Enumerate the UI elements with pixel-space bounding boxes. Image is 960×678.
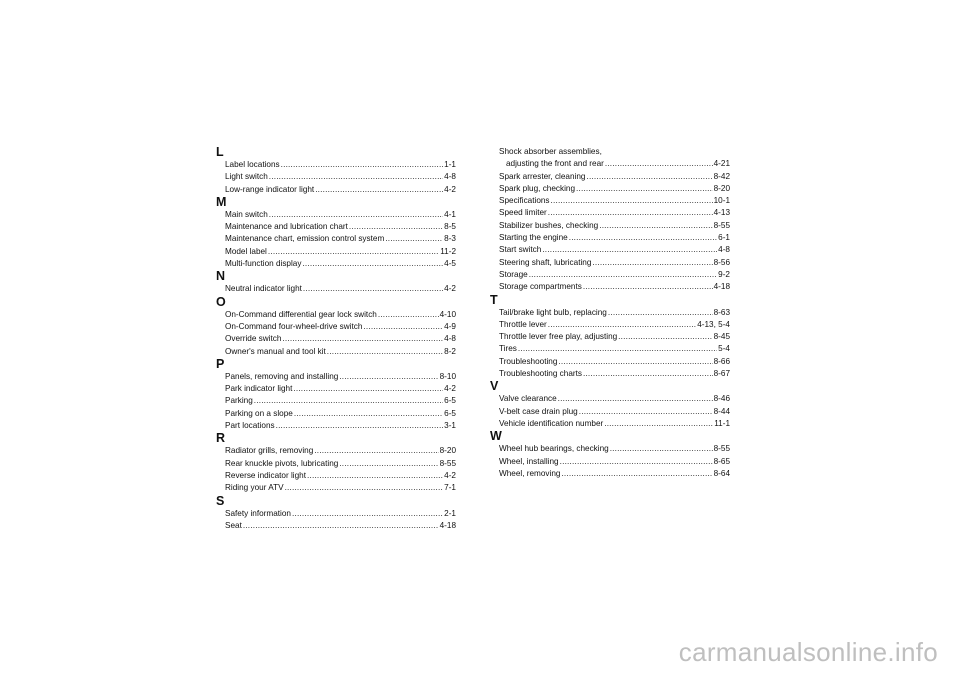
dot-leader [282,333,443,345]
index-entry[interactable] [218,333,456,345]
index-entry-page: 7-1 [444,483,456,493]
dot-leader [583,281,713,293]
index-entry-text: Speed limiter [499,208,547,218]
dot-leader [363,321,443,333]
index-entry-page: 4-9 [444,321,456,331]
index-entry[interactable] [218,482,456,494]
dot-leader [302,258,443,270]
index-entry-page: 8-46 [713,394,730,404]
index-entry-text: V-belt case drain plug [499,406,578,416]
index-entry-text: Parking on a slope [225,408,293,418]
index-entry[interactable] [492,319,730,331]
index-letter-w: W [490,429,502,444]
index-entry-text: Steering shaft, lubricating [499,257,592,267]
index-entry-text: On-Command four-wheel-drive switch [225,321,363,331]
index-entry-text: Specifications [499,196,550,206]
index-entry-text: Radiator grills, removing [225,446,314,456]
index-entry-page: 8-55 [713,220,730,230]
index-entry[interactable] [218,520,456,532]
index-entry[interactable] [218,445,456,457]
index-entry[interactable] [492,244,730,256]
index-entry-text: Storage compartments [499,282,582,292]
index-entry-page: 8-44 [713,406,730,416]
index-entry[interactable] [492,146,730,158]
index-entry[interactable] [492,406,730,418]
index-entry-text: Storage [499,269,528,279]
index-entry[interactable] [492,257,730,269]
index-entry[interactable] [218,233,456,245]
index-entry-page: 8-56 [713,257,730,267]
index-entry-text: Main switch [225,209,268,219]
index-entry-text: Owner's manual and tool kit [225,346,326,356]
index-entry-page: 4-1 [444,209,456,219]
watermark-text: carmanualsonline.info [678,637,938,667]
index-entry[interactable] [492,207,730,219]
index-entry[interactable] [492,331,730,343]
dot-leader [579,406,713,418]
dot-leader [592,257,712,269]
index-entry[interactable] [492,418,730,430]
index-entry[interactable] [218,221,456,233]
dot-leader [529,269,717,281]
index-entry-text: Model label [225,246,267,256]
index-entry-text: Label locations [225,160,280,169]
index-entry-page: 8-20 [713,183,730,193]
dot-leader [385,233,443,245]
index-entry-page: 4-21 [713,159,730,169]
dot-leader [548,207,713,219]
index-entry[interactable] [218,371,456,383]
index-entry-page: 4-2 [444,384,456,394]
index-entry[interactable] [492,158,730,170]
index-entry-page: 11-1 [714,418,730,428]
index-entry-text: Tires [499,344,517,354]
index-entry[interactable] [218,408,456,420]
index-entry[interactable] [218,258,456,270]
dot-leader [281,159,444,171]
index-entry-text: Parking [225,396,253,406]
index-entry-text: Override switch [225,334,282,344]
index-entry-text: On-Command differential gear lock switch [225,309,377,319]
dot-leader [268,246,439,258]
index-entry[interactable] [218,246,456,258]
dot-leader [604,418,713,430]
index-entry-page: 4-13 [713,208,730,218]
index-entry-page: 8-63 [713,307,730,317]
index-letter-p: P [216,356,225,371]
index-entry[interactable] [218,395,456,407]
index-entry-text: Light switch [225,172,268,182]
index-entry-page: 4-18 [439,520,456,530]
index-entry-text: Spark arrester, cleaning [499,171,586,181]
index-letter-n: N [216,269,226,284]
index-entry-text: Wheel, installing [499,456,559,466]
index-entry-text: Wheel hub bearings, checking [499,444,609,454]
index-entry-page: 6-5 [444,396,456,406]
index-entry-page: 4-2 [444,284,456,294]
dot-leader [608,307,713,319]
index-entry[interactable] [492,356,730,368]
index-entry-text: Stabilizer bushes, checking [499,220,599,230]
index-entry-page: 9-2 [718,269,730,279]
index-entry[interactable] [218,309,456,321]
index-entry[interactable] [218,470,456,482]
index-entry[interactable] [492,307,730,319]
dot-leader [558,393,713,405]
index-entry[interactable] [492,368,730,380]
index-entry[interactable] [218,209,456,221]
index-entry-text: Starting the engine [499,233,568,243]
dot-leader [548,319,696,331]
index-entry-text: adjusting the front and rear [506,159,604,169]
index-entry[interactable] [218,283,456,295]
dot-leader [576,183,713,195]
index-entry[interactable] [492,269,730,281]
dot-leader [542,244,717,256]
dot-leader [327,346,443,358]
index-entry[interactable] [492,232,730,244]
index-entry[interactable] [492,220,730,232]
index-entry-page: 8-2 [444,346,456,356]
dot-leader [599,220,712,232]
dot-leader [254,395,443,407]
index-entry-page: 8-67 [713,369,730,379]
index-entry[interactable] [218,321,456,333]
index-entry-page: 11-2 [440,246,456,256]
dot-leader [569,232,717,244]
index-entry-page: 8-55 [439,458,456,468]
index-entry-page: 5-4 [718,344,730,354]
dot-leader [269,209,443,221]
index-entry-text: Throttle lever [499,319,547,329]
index-entry-text: Multi-function display [225,259,302,269]
dot-leader [518,343,717,355]
index-entry-page: 10-1 [713,196,730,206]
dot-leader [349,221,443,233]
index-entry-page: 8-65 [713,456,730,466]
index-entry-page: 4-5 [444,259,456,269]
index-entry[interactable] [492,171,730,183]
index-entry-text: Vehicle identification number [499,418,604,428]
index-entry[interactable] [492,393,730,405]
dot-leader [285,482,444,494]
index-entry-page: 8-10 [439,371,456,381]
index-entry-text: Maintenance and lubrication chart [225,222,348,232]
index-entry-text: Maintenance chart, emission control system [225,234,385,244]
index-entry[interactable] [492,183,730,195]
index-column-left [218,146,456,532]
index-entry[interactable] [492,468,730,480]
dot-leader [303,283,443,295]
index-entry[interactable] [218,159,456,171]
index-column-right [492,146,730,480]
index-entry-text: Rear knuckle pivots, lubricating [225,458,339,468]
index-entry-page: 4-10 [439,309,456,319]
dot-leader [339,458,438,470]
index-entry-page: 2-1 [444,508,456,518]
dot-leader [292,508,443,520]
index-entry-text: Throttle lever free play, adjusting [499,332,618,342]
dot-leader [378,309,439,321]
index-entry-page: 4-18 [713,282,730,292]
index-entry-text: Reverse indicator light [225,470,307,480]
index-letter-s: S [216,493,225,508]
index-entry[interactable] [492,195,730,207]
index-entry[interactable] [218,171,456,183]
dot-leader [583,368,713,380]
index-entry-page: 8-42 [713,171,730,181]
index-entry-page: 4-8 [718,245,730,255]
index-entry[interactable] [492,343,730,355]
index-entry-page: 8-3 [444,234,456,244]
index-entry[interactable] [218,383,456,395]
index-entry-page: 8-55 [713,444,730,454]
index-entry-page: 6-1 [718,233,730,243]
index-entry-page: 4-13, 5-4 [697,319,730,329]
index-letter-r: R [216,431,226,446]
dot-leader [586,171,712,183]
index-entry-text: Riding your ATV [225,483,284,493]
index-entry-page: 4-2 [444,184,456,194]
index-entry-text: Troubleshooting [499,356,558,366]
index-entry-page: 8-66 [713,356,730,366]
index-entry[interactable] [218,508,456,520]
index-letter-o: O [216,294,226,309]
index-entry-text: Safety information [225,508,291,518]
index-entry-text: Wheel, removing [499,468,561,478]
index-letter-t: T [490,292,498,307]
index-entry-page: 4-8 [444,172,456,182]
dot-leader [558,356,712,368]
index-entry[interactable] [218,346,456,358]
dot-leader [269,171,443,183]
index-entry[interactable] [218,458,456,470]
index-entry-page: 8-20 [439,446,456,456]
index-entry-page: 3-1 [444,421,456,431]
index-entry-text: Troubleshooting charts [499,369,582,379]
index-entry-text: Shock absorber assemblies, [499,147,602,156]
index-entry-page: 8-45 [713,332,730,342]
index-entry-page: 1-1 [444,160,456,169]
index-entry[interactable] [492,456,730,468]
dot-leader [551,195,713,207]
index-entry-page: 4-8 [444,334,456,344]
index-entry-page: 6-5 [444,408,456,418]
index-letter-m: M [216,194,227,209]
dot-leader [605,158,713,170]
index-entry-page: 4-2 [444,470,456,480]
index-entry-text: Spark plug, checking [499,183,576,193]
dot-leader [560,456,713,468]
index-letter-v: V [490,379,499,394]
index-entry[interactable] [218,420,456,432]
dot-leader [276,420,444,432]
index-entry-text: Low-range indicator light [225,184,315,194]
dot-leader [610,443,713,455]
index-entry-text: Valve clearance [499,394,557,404]
index-entry-text: Panels, removing and installing [225,371,339,381]
index-entry-text: Park indicator light [225,384,293,394]
dot-leader [339,371,438,383]
index-entry-text: Seat [225,520,242,530]
index-entry-text: Start switch [499,245,542,255]
dot-leader [618,331,712,343]
dot-leader [315,184,443,196]
index-letter-l: L [216,145,224,159]
index-entry-page: 8-5 [444,222,456,232]
index-entry-text: Tail/brake light bulb, replacing [499,307,607,317]
index-entry[interactable] [492,443,730,455]
index-entry-page: 8-64 [713,468,730,478]
index-entry-text: Neutral indicator light [225,284,302,294]
dot-leader [314,445,438,457]
dot-leader [561,468,712,480]
index-entry-text: Part locations [225,421,275,431]
dot-leader [294,408,443,420]
dot-leader [243,520,439,532]
dot-leader [307,470,443,482]
dot-leader [293,383,443,395]
index-entry[interactable] [492,281,730,293]
index-entry[interactable] [218,184,456,196]
